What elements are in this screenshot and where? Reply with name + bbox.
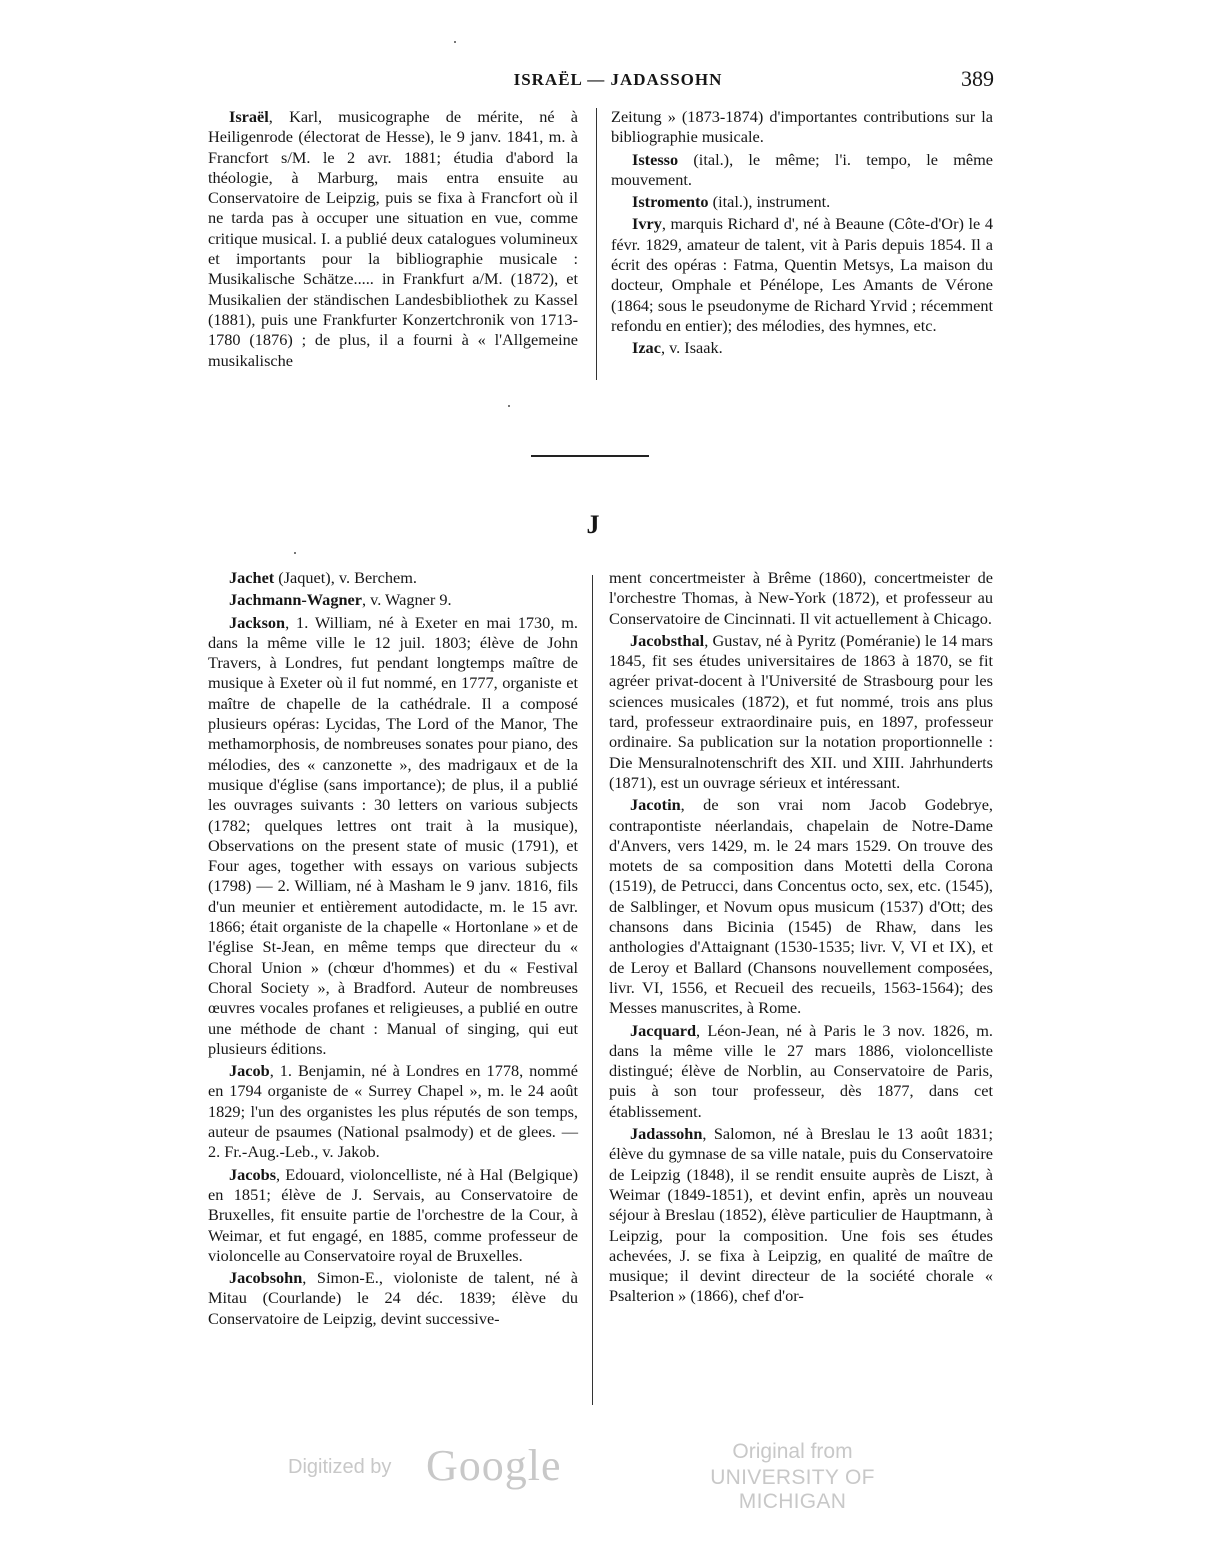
- university-text: UNIVERSITY OF MICHIGAN: [710, 1466, 875, 1513]
- entry-jacob: Jacob, 1. Benjamin, né à Londres en 1778, nommé en 1794 organiste de « Surrey Chapel », m. le 24 août 1829; l'un des organistes les plus réputés de son temps, auteur de psaumes (National psalmody) et de glees. — 2. Fr.-Aug.-Leb., v. Jakob.: [208, 1061, 578, 1162]
- entry-jacobs: Jacobs, Edouard, violoncelliste, né à Hal (Belgique) en 1851; élève de J. Servais, au Conservatoire de Bruxelles, fit ensuite partie de l'orchestre de la Cour, à Weimar, et fut engagé, en 1885, comme professeur de violoncelle au Conservatoire royal de Bruxelles.: [208, 1164, 578, 1265]
- entry-jacobsohn: Jacobsohn, Simon-E., violoniste de talent, né à Mitau (Courlande) le 24 déc. 1839; élève du Conservatoire de Leipzig, devint successive-: [208, 1268, 578, 1328]
- entry-jachet: Jachet (Jaquet), v. Berchem.: [229, 568, 417, 587]
- page-header: [208, 66, 994, 94]
- scan-speck: [294, 552, 296, 554]
- bottom-left-column: [208, 568, 578, 1331]
- top-column-rule: [596, 108, 597, 380]
- bottom-column-rule: [592, 575, 593, 1405]
- section-divider: [531, 455, 649, 457]
- entry-istromento: Istromento (ital.), instrument.: [632, 192, 831, 212]
- top-right-column: [611, 107, 993, 361]
- original-from-watermark: [660, 1440, 925, 1514]
- original-from-text: Original from: [732, 1440, 853, 1463]
- digitized-by-text: Digitized by: [288, 1456, 392, 1478]
- entry-izac: Izac, v. Isaak.: [632, 338, 723, 358]
- entry-jacquard: Jacquard, Léon-Jean, né à Paris le 3 nov. 1826, m. dans la même ville le 27 mars 1886, violoncelliste distingué; élève de Norblin, au Conservatoire de Paris, puis à son tour professeur, dès 1877, dans cet établissement.: [609, 1020, 993, 1121]
- google-wordmark: Google: [426, 1441, 562, 1490]
- bottom-right-column: [609, 568, 993, 1309]
- page-number: 389: [961, 66, 994, 91]
- entry-jacobsohn-continued: ment concertmeister à Brême (1860), concertmeister de l'orchestre Thomas, à New-York (1872), et professeur au Conservatoire de Cincinnati. Il vit actuellement à Chicago.: [609, 568, 993, 628]
- scan-speck: [508, 405, 510, 407]
- entry-ivry: Ivry, marquis Richard d', né à Beaune (Côte-d'Or) le 4 févr. 1829, amateur de talent, vit à Paris depuis 1854. Il a écrit des opéras : Fatma, Quentin Metsys, La maison du docteur, Omphale et Pénélope, Les Amants de Vérone (1864; sous le pseudonyme de Richard Yrvid ; récemment refondu en entier); des mélodies, des hymnes, etc.: [611, 214, 993, 335]
- digitized-by-watermark: [288, 1440, 578, 1490]
- entry-jachmann-wagner: Jachmann-Wagner, v. Wagner 9.: [229, 590, 452, 610]
- entry-israel: Israël, Karl, musicographe de mérite, né à Heiligenrode (électorat de Hesse), le 9 janv. 1841, m. à Francfort s/M. le 2 avr. 1881; étudia d'abord la théologie, à Marburg, mais entra ensuite au Conservatoire de Leipzig, puis se fixa à Francfort où il ne tarda pas à occuper une situation en vue, comme critique musical. I. a publié deux catalogues volumineux et importants pour la bibliographie musicale : Musikalische Schätze..... in Frankfurt a/M. (1872), et Musikalien der ständischen Landesbibliothek zu Kassel (1881), puis une Frankfurter Konzertchronik von 1713-1780 (1876) ; de plus, il a fourni à « l'Allgemeine musikalische: [208, 107, 578, 370]
- entry-jadassohn: Jadassohn, Salomon, né à Breslau le 13 août 1831; élève du gymnase de sa ville natale, puis du Conservatoire de Leipzig (1848), il se rendit ensuite auprès de Liszt, à Weimar (1849-1851), et devint enfin, après un nouveau séjour à Breslau (1852), élève particulier de Hauptmann, à Leipzig, pour la composition. Une fois ses études achevées, J. se fixa à Leipzig, en qualité de maître de musique; il devint directeur de la société chorale « Psalterion » (1866), chef d'or-: [609, 1124, 993, 1306]
- entry-zeitung-continued: Zeitung » (1873-1874) d'importantes contributions sur la bibliographie musicale.: [611, 107, 993, 147]
- entry-jacobsthal: Jacobsthal, Gustav, né à Pyritz (Poméranie) le 14 mars 1845, fit ses études universitaires de 1863 à 1870, se fit agréer privat-docent à l'Université de Strasbourg pour les sciences musicales (1872), et fut nommé, trois ans plus tard, professeur extraordinaire puis, en 1897, professeur ordinaire. Sa publication sur la notation proportionnelle : Die Mensuralnotenschrift des XII. und XIII. Jahrhunderts (1871), est un ouvrage sérieux et intéressant.: [609, 630, 993, 792]
- entry-jacotin: Jacotin, de son vrai nom Jacob Godebrye, contrapontiste néerlandais, chapelain de Notre-Dame d'Anvers, vers 1429, m. le 24 mars 1529. On trouve des motets de sa composition dans Motetti della Corona (1519), de Petrucci, dans Concentus octo, sex, etc. (1545), de Salblinger, et Novum opus musicum (1537) d'Ott; des chansons dans Bicinia (1545) de Rhaw, dans les anthologies d'Attaignant (1530-1535; livr. V, VI et IX), et de Leroy et Ballard (Chansons nouvellement composées, livr. VI, 1556, et Recueil des recueils, 1563-1564); des Messes manuscrites, à Rome.: [609, 795, 993, 1018]
- running-head: ISRAËL — JADASSOHN: [513, 70, 723, 89]
- top-left-column: [208, 107, 578, 373]
- entry-istesso: Istesso (ital.), le même; l'i. tempo, le même mouvement.: [611, 149, 993, 189]
- entry-jackson: Jackson, 1. William, né à Exeter en mai 1730, m. dans la même ville le 12 juil. 1803; élève de John Travers, à Londres, fut pendant longtemps maître de musique à Exeter où il fut nommé, en 1777, organiste et maître de chapelle de la cathédrale. Il a composé plusieurs opéras: Lycidas, The Lord of the Manor, The methamorphosis, de nombreuses sonates pour piano, des mélodies, des « canzonette », des madrigaux et de la musique d'église (sans importance); de plus, il a publié les ouvrages suivants : 30 letters on various subjects (1782; quelques lettres ont trait à la musique), Observations on the present state of music (1791), et Four ages, together with essays on various subjects (1798) — 2. William, né à Masham le 9 janv. 1816, fils d'un meunier et entièrement autodidacte, m. le 15 avr. 1866; était organiste de la chapelle « Hortonlane » et de l'église St-Jean, en même temps que directeur du « Choral Union » (chœur d'hommes) et du « Festival Choral Society », à Bradford. Auteur de nombreuses œuvres vocales profanes et religieuses, a publié en outre une méthode de chant : Manual of singing, qui eut plusieurs éditions.: [208, 612, 578, 1058]
- section-letter: J: [586, 510, 600, 539]
- scan-speck: [454, 41, 456, 43]
